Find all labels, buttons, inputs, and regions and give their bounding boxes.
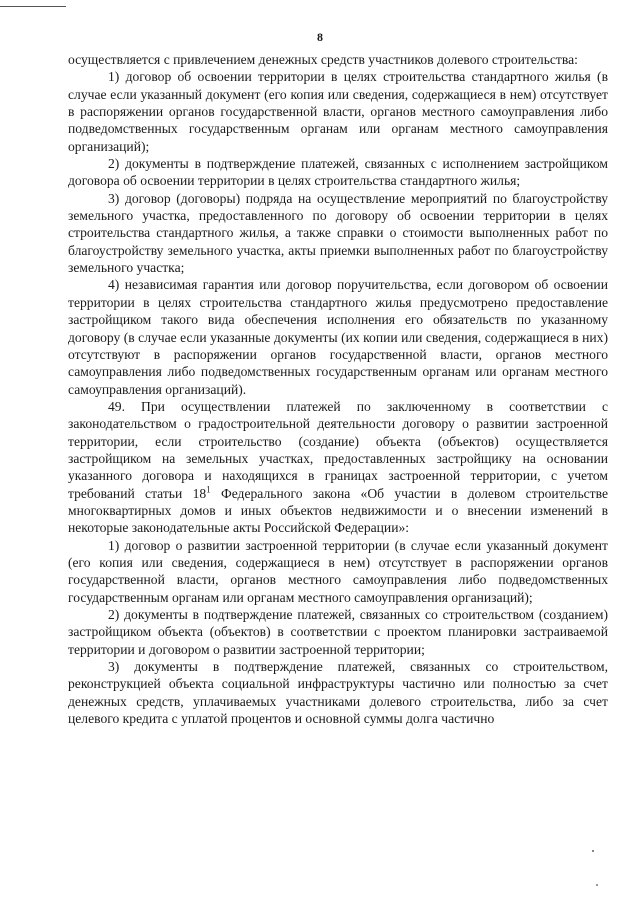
page-number: 8: [317, 30, 323, 44]
clause-49-text: 49. При осуществлении платежей по заключенному в соответствии с законодательством о градостроительной деятельности договору о развитии застроенной территории, если строительство (создание) объекта (объектов) осуществляется застройщиком на земельных участках, предоставленных застройщику на основании указанного договора и находящихся в границах застроенной территории, с учетом требований статьи 18: [68, 398, 608, 501]
list-item-2: 2) документы в подтверждение платежей, связанных с исполнением застройщиком договора об освоении территории в целях строительства стандартного жилья;: [68, 156, 608, 189]
clause-49-item-1: 1) договор о развитии застроенной территории (в случае если указанный документ (его копия или сведения, содержащиеся в нем) отсутствует в распоряжении органов государственной власти, органов местного самоуправления либо подведомственных государственным органам или органам местного самоуправления организаций);: [68, 537, 608, 605]
scan-speck: [596, 884, 598, 886]
clause-49-superscript: 1: [206, 484, 211, 495]
header-rule: [0, 6, 66, 7]
paragraph-intro: осуществляется с привлечением денежных средств участников долевого строительства:: [68, 52, 578, 67]
clause-49: [68, 398, 608, 537]
list-item-3: 3) договор (договоры) подряда на осуществление мероприятий по благоустройству земельного участка, предоставленного по договору об освоении территории в целях строительства стандартного жилья, а также справки о стоимости выполненных работ по благоустройству земельного участка, акты приемки выполненных работ по благоустройству земельного участка;: [68, 190, 608, 276]
list-item-4: 4) независимая гарантия или договор поручительства, если договором об освоении территории в целях строительства стандартного жилья предусмотрено предоставление застройщиком такого вида обеспечения исполнения его обязательств по указанному договору (в случае если указанные документы (их копии или сведения, содержащиеся в них) отсутствуют в распоряжении органов государственной власти, органов местного самоуправления либо подведомственных государственным органам или органам местного самоуправления организаций).: [68, 277, 608, 397]
clause-49-item-3: 3) документы в подтверждение платежей, связанных со строительством, реконструкцией объекта социальной инфраструктуры частично или полностью за счет денежных средств, уплачиваемых участниками долевого строительства, либо за счет целевого кредита с уплатой процентов и основной суммы долга частично: [68, 659, 608, 727]
clause-49-text-cont: Федерального закона «Об участии в долевом строительстве многоквартирных домов и иных объектов недвижимости и о внесении изменений в некоторые законодательные акты Российской Федерации»:: [68, 485, 608, 536]
list-item-1: 1) договор об освоении территории в целях строительства стандартного жилья (в случае если указанный документ (его копия или сведения, содержащиеся в нем) отсутствует в распоряжении органов государственной власти, органов местного самоуправления либо подведомственных государственным органам или органам местного самоуправления организаций);: [68, 69, 608, 154]
scan-speck: [592, 850, 594, 852]
clause-49-item-2: 2) документы в подтверждение платежей, связанных со строительством (созданием) застройщиком объекта (объектов) в соответствии с проектом планировки застраиваемой территории и договором о развитии застроенной территории;: [68, 607, 608, 657]
document-body: [68, 51, 608, 727]
